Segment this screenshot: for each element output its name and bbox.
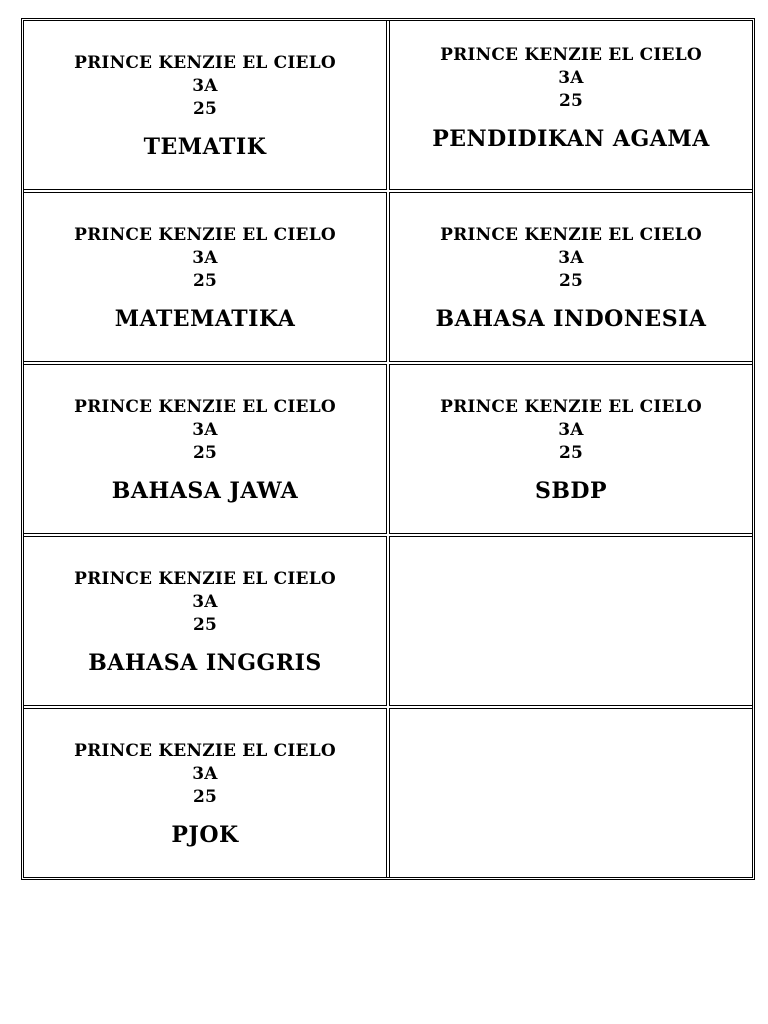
student-class: 3A	[558, 248, 584, 268]
student-name: PRINCE KENZIE EL CIELO	[74, 53, 336, 73]
student-class: 3A	[558, 420, 584, 440]
student-name: PRINCE KENZIE EL CIELO	[74, 225, 336, 245]
empty-label-cell	[389, 708, 753, 878]
student-number: 25	[558, 443, 584, 463]
student-class: 3A	[192, 76, 218, 96]
student-number: 25	[192, 443, 218, 463]
student-number: 25	[192, 615, 218, 635]
subject-title: SBDP	[534, 478, 608, 504]
student-class: 3A	[192, 764, 218, 784]
student-name: PRINCE KENZIE EL CIELO	[440, 45, 702, 65]
student-number: 25	[192, 99, 218, 119]
label-card-bahasa-inggris	[23, 536, 387, 706]
label-card-sbdp	[389, 364, 753, 534]
subject-title: BAHASA INDONESIA	[435, 306, 707, 332]
student-class: 3A	[192, 248, 218, 268]
label-card-bahasa-indonesia	[389, 192, 753, 362]
student-class: 3A	[192, 592, 218, 612]
student-number: 25	[192, 271, 218, 291]
student-class: 3A	[192, 420, 218, 440]
student-number: 25	[558, 271, 584, 291]
label-card-pjok	[23, 708, 387, 878]
subject-title: BAHASA INGGRIS	[88, 650, 322, 676]
student-name: PRINCE KENZIE EL CIELO	[74, 741, 336, 761]
student-name: PRINCE KENZIE EL CIELO	[440, 225, 702, 245]
label-table	[21, 18, 755, 880]
label-card-pendidikan-agama	[389, 20, 753, 190]
label-card-tematik	[23, 20, 387, 190]
subject-title: TEMATIK	[143, 134, 267, 160]
student-class: 3A	[558, 68, 584, 88]
student-name: PRINCE KENZIE EL CIELO	[440, 397, 702, 417]
label-card-matematika	[23, 192, 387, 362]
student-name: PRINCE KENZIE EL CIELO	[74, 397, 336, 417]
subject-title: PJOK	[171, 822, 239, 848]
subject-title: PENDIDIKAN AGAMA	[432, 126, 710, 152]
subject-title: MATEMATIKA	[114, 306, 296, 332]
student-number: 25	[558, 91, 584, 111]
student-number: 25	[192, 787, 218, 807]
student-name: PRINCE KENZIE EL CIELO	[74, 569, 336, 589]
subject-title: BAHASA JAWA	[111, 478, 299, 504]
label-card-bahasa-jawa	[23, 364, 387, 534]
empty-label-cell	[389, 536, 753, 706]
